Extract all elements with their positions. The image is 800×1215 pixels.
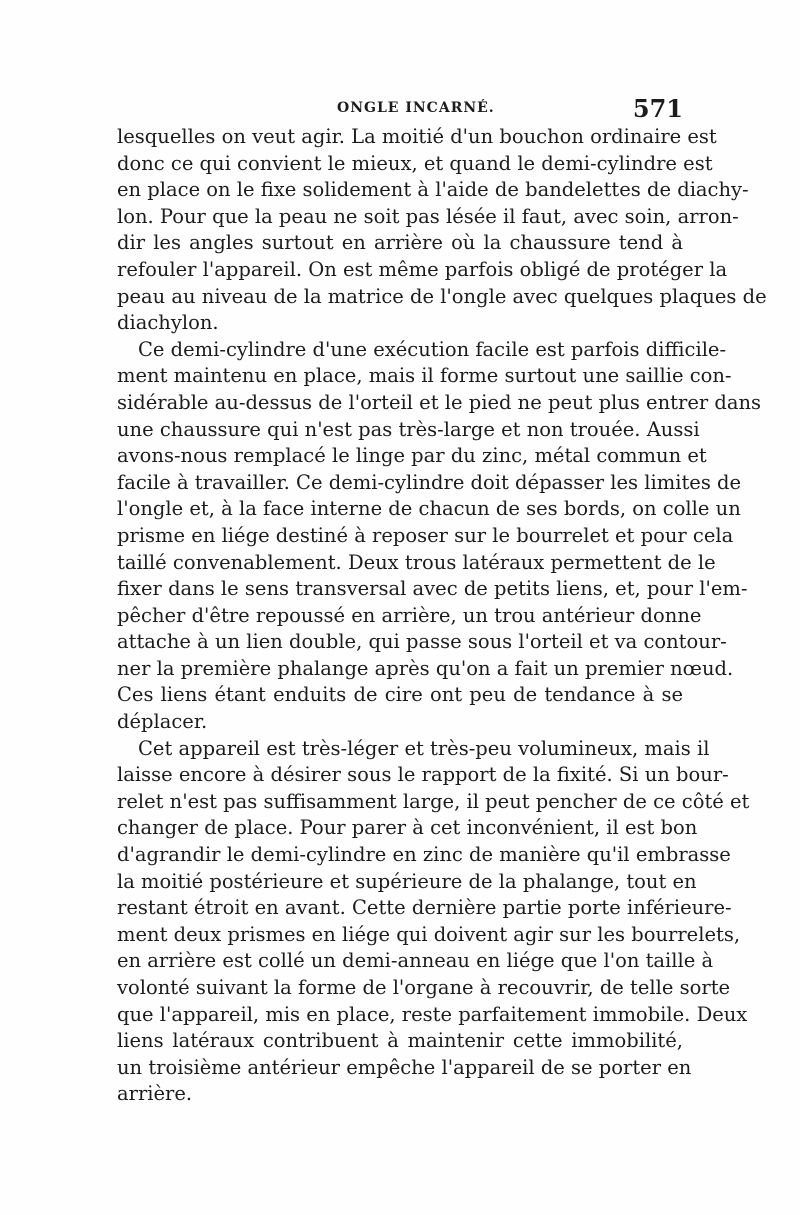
text-line: une chaussure qui n'est pas très-large et non trouée. Aussi [117, 417, 700, 441]
text-line: sidérable au-dessus de l'orteil et le pied ne peut plus entrer dans [117, 390, 762, 414]
text-line: que l'appareil, mis en place, reste parfaitement immobile. Deux [117, 1002, 748, 1026]
text-line: Ces liens étant enduits de cire ont peu de tendance à se [117, 683, 683, 707]
text-line: lesquelles on veut agir. La moitié d'un bouchon ordinaire est [117, 125, 717, 148]
text-line: ner la première phalange après qu'on a fait un premier nœud. [117, 656, 734, 680]
text-line: restant étroit en avant. Cette dernière partie porte inférieure- [117, 896, 732, 920]
page-number: 571 [632, 94, 683, 123]
running-header [117, 94, 683, 124]
paragraph-1 [117, 124, 767, 337]
text-line: diachylon. [117, 311, 219, 335]
text-line: refouler l'appareil. On est même parfois obligé de protéger la [117, 257, 728, 281]
text-line: changer de place. Pour parer à cet inconvénient, il est bon [117, 816, 698, 840]
text-line: en arrière est collé un demi-anneau en liége que l'on taille à [117, 949, 714, 973]
text-line: un troisième antérieur empêche l'appareil de se porter en [117, 1055, 692, 1079]
running-title: ONGLE INCARNÉ. [337, 100, 495, 116]
text-line: relet n'est pas suffisamment large, il peut pencher de ce côté et [117, 789, 750, 813]
text-line: volonté suivant la forme de l'organe à recouvrir, de telle sorte [117, 976, 731, 999]
text-line: fixer dans le sens transversal avec de petits liens, et, pour l'em- [117, 577, 748, 601]
text-line: ment maintenu en place, mais il forme surtout une saillie con- [117, 364, 732, 388]
text-line: arrière. [117, 1082, 193, 1106]
text-line: prisme en liége destiné à reposer sur le bourrelet et pour cela [117, 523, 734, 547]
text-line: d'agrandir le demi-cylindre en zinc de manière qu'il embrasse [117, 843, 731, 867]
text-line: laisse encore à désirer sous le rapport de la fixité. Si un bour- [117, 763, 729, 787]
text-line: attache à un lien double, qui passe sous l'orteil et va contour- [117, 630, 727, 654]
body-text [117, 124, 767, 1108]
text-line: Cet appareil est très-léger et très-peu volumineux, mais il [138, 736, 710, 760]
text-line: avons-nous remplacé le linge par du zinc, métal commun et [117, 444, 707, 468]
text-line: lon. Pour que la peau ne soit pas lésée il faut, avec soin, arron- [117, 204, 739, 228]
text-line: pêcher d'être repoussé en arrière, un trou antérieur donne [117, 603, 702, 627]
text-line: donc ce qui convient le mieux, et quand le demi-cylindre est [117, 151, 713, 175]
paragraph-3 [117, 736, 750, 1108]
text-line: Ce demi-cylindre d'une exécution facile est parfois difficile- [138, 337, 727, 361]
text-line: l'ongle et, à la face interne de chacun de ses bords, on colle un [117, 497, 741, 521]
text-line: dir les angles surtout en arrière où la chaussure tend à [117, 231, 683, 255]
text-line: facile à travailler. Ce demi-cylindre doit dépasser les limites de [117, 470, 742, 494]
text-line: peau au niveau de la matrice de l'ongle avec quelques plaques de [117, 284, 767, 308]
text-line: déplacer. [117, 710, 208, 734]
text-line: taillé convenablement. Deux trous latéraux permettent de le [117, 550, 716, 574]
text-line: liens latéraux contribuent à maintenir cette immobilité, [117, 1029, 683, 1053]
text-line: la moitié postérieure et supérieure de la phalange, tout en [117, 869, 697, 893]
text-line: ment deux prismes en liége qui doivent agir sur les bourrelets, [117, 922, 741, 946]
text-line: en place on le fixe solidement à l'aide de bandelettes de diachy- [117, 178, 749, 202]
paragraph-2 [117, 337, 762, 736]
